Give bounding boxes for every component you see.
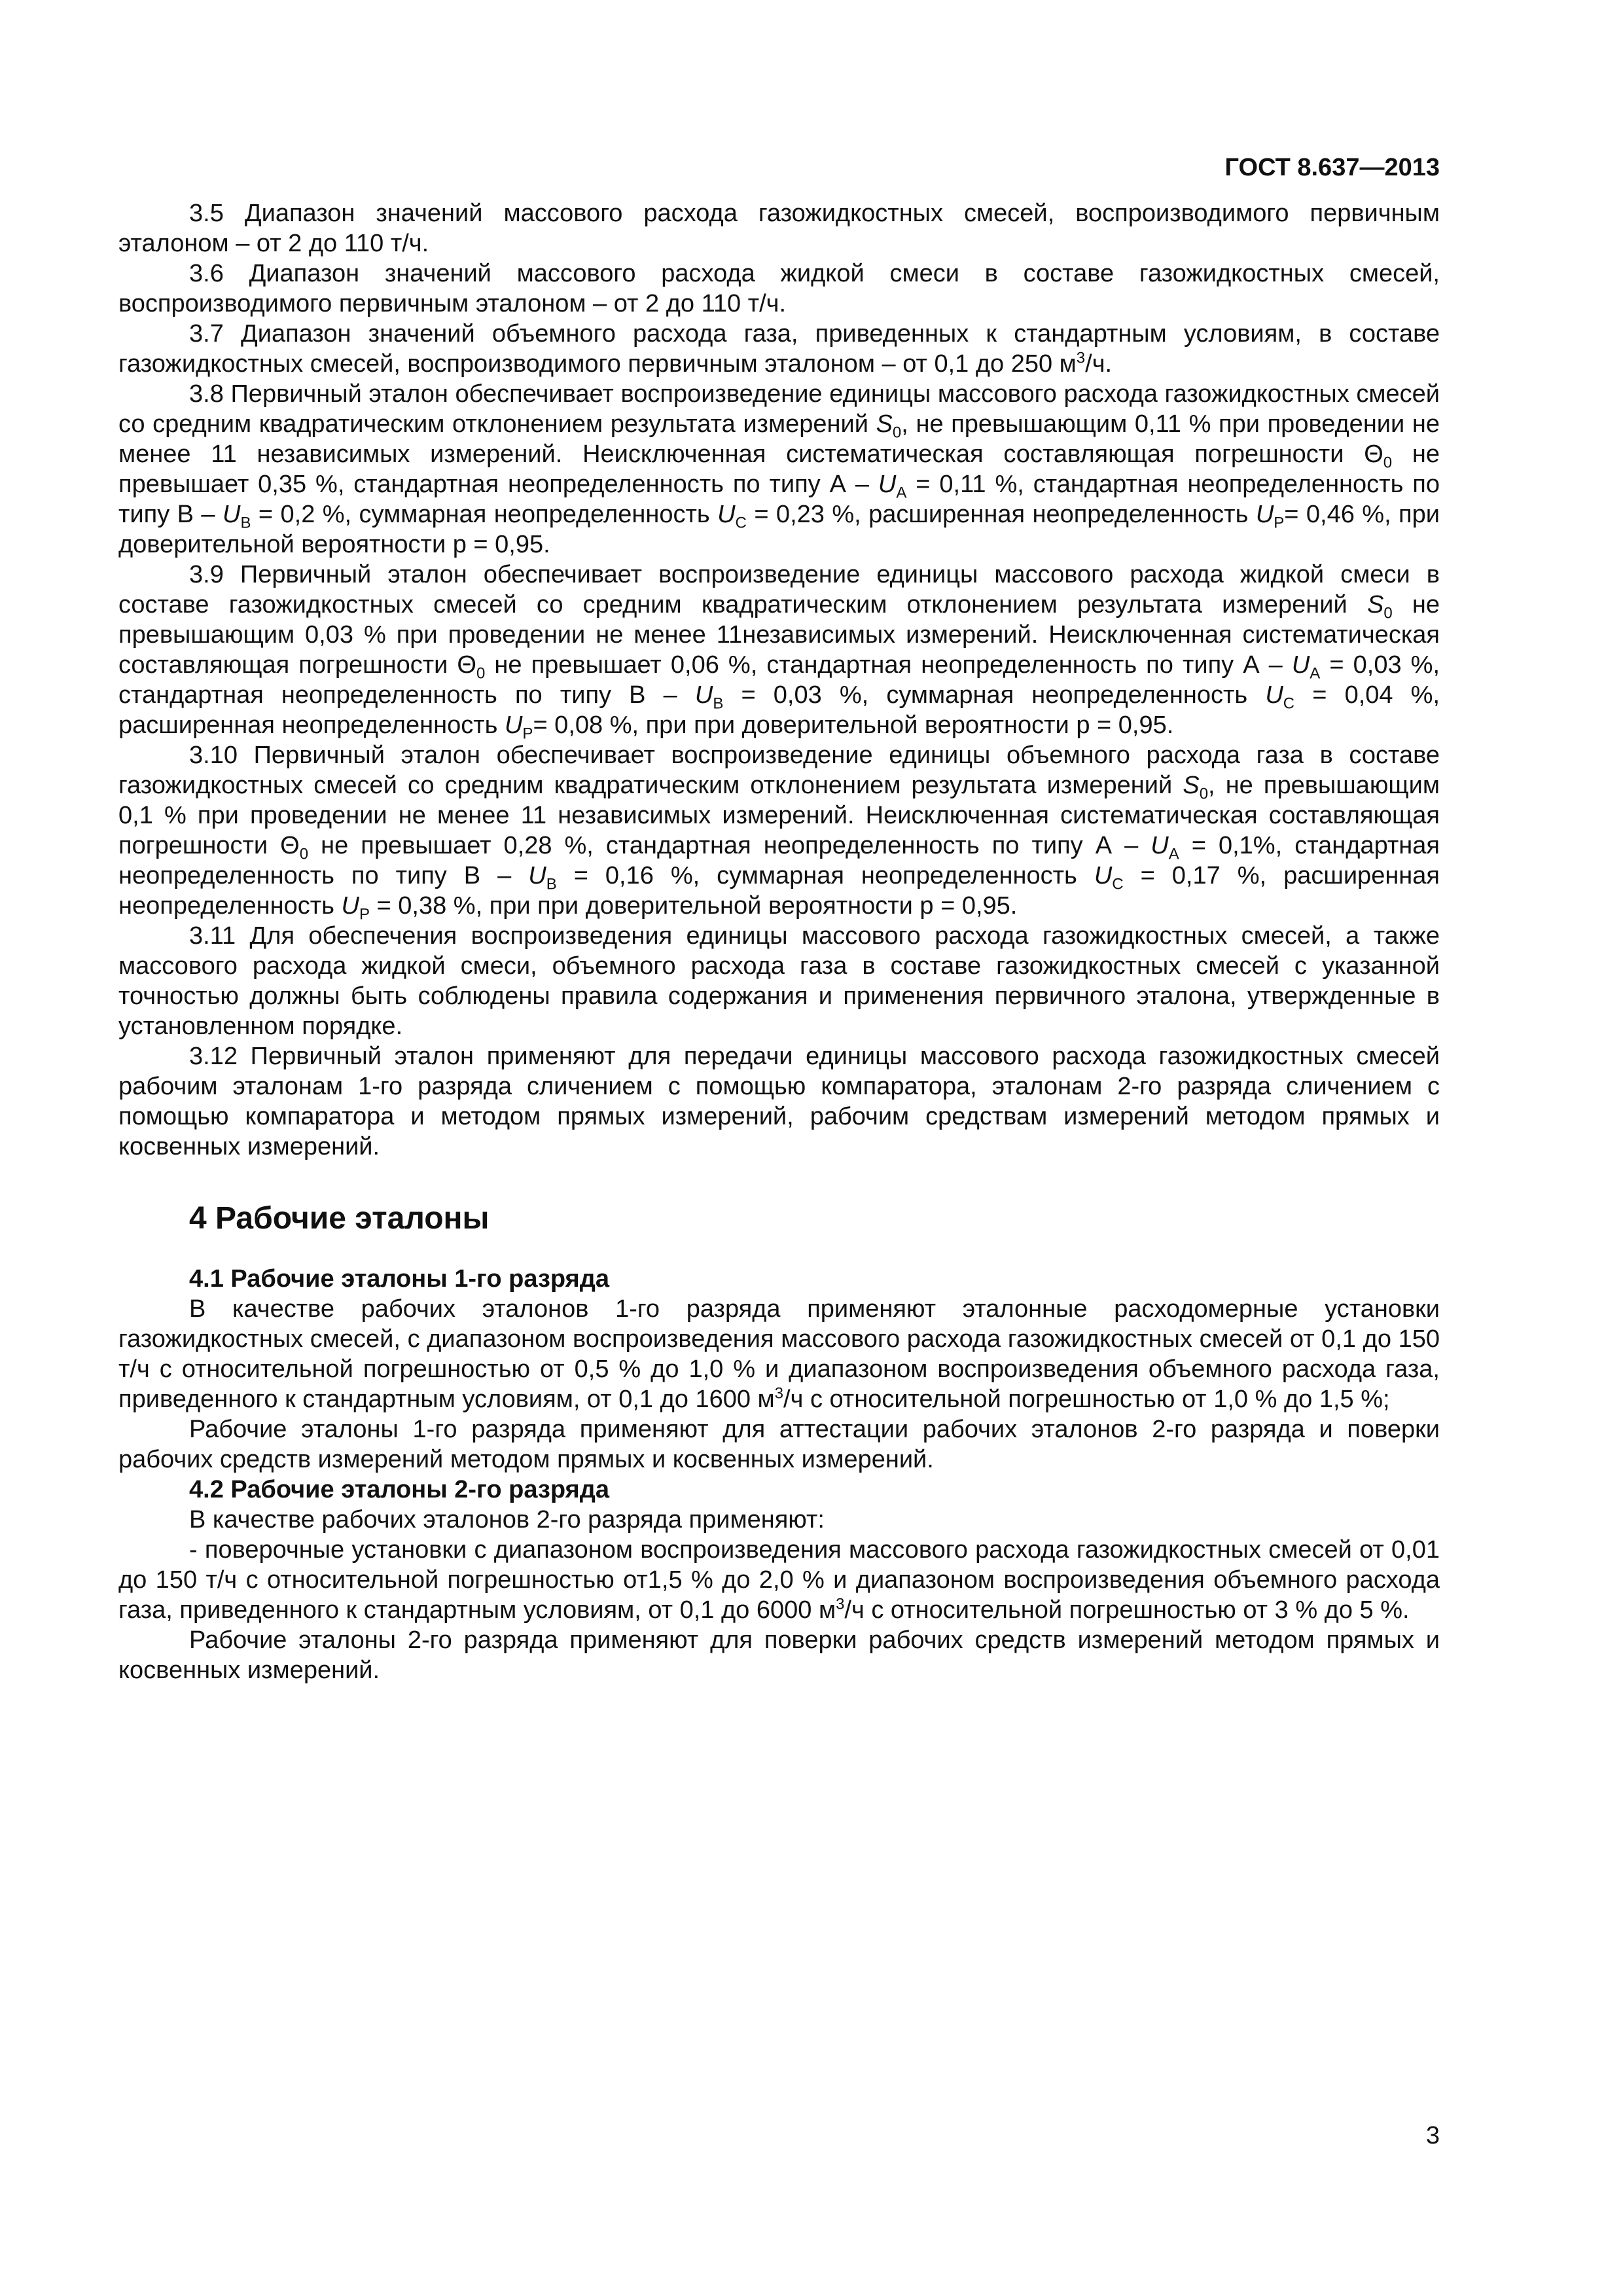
- clause-3-5: [118, 198, 1440, 259]
- subscript: P: [1274, 514, 1285, 532]
- paragraph: [118, 379, 1440, 560]
- subscript: C: [1112, 875, 1124, 893]
- text: /ч с относительной погрешностью от 1,0 % до 1,5 %;: [783, 1386, 1390, 1413]
- text: , не превышающим 0,1 % при проведении не менее 11 независимых измерений. Неисключенная систематическая составляющая погрешности: [118, 772, 1440, 859]
- subscript: 0: [1383, 454, 1393, 472]
- page-content: [118, 198, 1440, 1685]
- paragraph: [118, 560, 1440, 743]
- text: не превышающим 0,03 % при проведении не менее 11независимых измерений. Неисключенная систематическая составляющая погрешности: [118, 591, 1440, 679]
- text: /ч с относительной погрешностью от 3 % до 5 %.: [844, 1596, 1410, 1624]
- text: = 0,16 %, суммарная неопределенность: [556, 862, 1094, 889]
- text: не превышает 0,28 %, стандартная неопределенность по типу А –: [308, 832, 1151, 859]
- text: = 0,38 %, при при доверительной вероятности р = 0,95.: [369, 892, 1018, 920]
- text: = 0,03 %, суммарная неопределенность: [723, 681, 1266, 709]
- symbol-u: U: [1255, 501, 1274, 528]
- subscript: P: [522, 725, 533, 743]
- symbol-u: U: [1094, 862, 1113, 889]
- clause-3-12: [118, 1041, 1440, 1162]
- clause-3-7: [118, 319, 1440, 379]
- text: 3.7 Диапазон значений объемного расхода газа, приведенных к стандартным условиям, в составе газожидкостных смесей, воспроизводимого первичным эталоном – от 0,1 до 250 м: [118, 320, 1440, 378]
- text: = 0,23 %, расширенная неопределенность: [746, 501, 1256, 528]
- subscript: A: [1168, 845, 1179, 863]
- symbol-u: U: [504, 711, 523, 739]
- superscript: 3: [836, 1595, 845, 1613]
- clause-3-11: [118, 921, 1440, 1041]
- superscript: 3: [1076, 349, 1086, 367]
- paragraph: [118, 740, 1440, 924]
- text: = 0,1%, стандартная неопределенность по типу В –: [118, 832, 1440, 889]
- symbol-u: U: [528, 862, 546, 889]
- subscript: 0: [1199, 785, 1209, 803]
- paragraph: [118, 1535, 1440, 1625]
- symbol-theta: Θ: [280, 832, 300, 859]
- superscript: 3: [774, 1384, 784, 1403]
- symbol-u: U: [694, 681, 713, 709]
- symbol-u: U: [1150, 832, 1169, 859]
- page-number: 3: [1425, 2122, 1440, 2149]
- subscript: B: [546, 875, 557, 893]
- clause-3-10: [118, 740, 1440, 924]
- text: = 0,46 %, при доверительной вероятности р = 0,95.: [118, 501, 1440, 558]
- text: = 0,04 %, расширенная неопределенность: [118, 681, 1440, 739]
- clause-3-9: [118, 560, 1440, 743]
- clause-3-6: [118, 259, 1440, 319]
- paragraph: Рабочие эталоны 1-го разряда применяют для аттестации рабочих эталонов 2-го разряда и поверки рабочих средств измерений методом прямых и косвенных измерений.: [118, 1416, 1440, 1473]
- paragraph: 3.11 Для обеспечения воспроизведения единицы массового расхода газожидкостных смесей, а также массового расхода жидкой смеси, объемного расхода газа в составе газожидкостных смесей с указанной точностью должны быть соблюдены правила содержания и применения первичного эталона, утвержденные в установленном порядке.: [118, 922, 1440, 1040]
- paragraph: В качестве рабочих эталонов 2-го разряда применяют:: [189, 1506, 825, 1534]
- text: = 0,11 %, стандартная неопределенность по типу В –: [118, 471, 1440, 528]
- text: , не превышающим 0,11 % при проведении не менее 11 независимых измерений. Неисключенная систематическая составляющая погрешности: [118, 410, 1440, 468]
- clause-4-2: [118, 1505, 1440, 1685]
- symbol-u: U: [1265, 681, 1283, 709]
- subsection-title: 4.2 Рабочие эталоны 2-го разряда: [189, 1476, 609, 1503]
- symbol-s: S: [876, 410, 893, 438]
- symbol-u: U: [222, 501, 241, 528]
- symbol-s: S: [1183, 772, 1200, 799]
- symbol-u: U: [341, 892, 359, 920]
- symbol-u: U: [717, 501, 736, 528]
- paragraph: [118, 319, 1440, 379]
- symbol-theta: Θ: [457, 651, 476, 679]
- subscript: A: [896, 484, 907, 502]
- text: 3.10 Первичный эталон обеспечивает воспроизведение единицы объемного расхода газа в составе газожидкостных смесей со средним квадратическим отклонением результата измерений: [118, 742, 1440, 799]
- text: /ч.: [1085, 350, 1113, 378]
- text: В качестве рабочих эталонов 1-го разряда применяют эталонные расходомерные установки газожидкостных смесей, с диапазоном воспроизведения массового расхода газожидкостных смесей от 0,1 до 150 т/ч с относительной погрешностью от 0,5 % до 1,0 % и диапазоном воспроизведения объемного расхода газа, приведенного к стандартным условиям, от 0,1 до 1600 м: [118, 1295, 1440, 1413]
- text: 3.8 Первичный эталон обеспечивает воспроизведение единицы массового расхода газожидкостных смесей со средним квадратическим отклонением результата измерений: [118, 380, 1440, 438]
- subscript: 0: [299, 845, 309, 863]
- paragraph: [118, 1294, 1440, 1414]
- text: не превышает 0,35 %, стандартная неопределенность по типу А –: [118, 440, 1440, 498]
- subscript: B: [713, 694, 724, 713]
- subscript: P: [359, 905, 370, 924]
- subscript: 0: [892, 423, 902, 442]
- text: = 0,08 %, при при доверительной вероятности р = 0,95.: [533, 711, 1174, 739]
- subscript: C: [735, 514, 747, 532]
- symbol-s: S: [1366, 591, 1384, 619]
- subscript: B: [240, 514, 251, 532]
- clause-4-1: [118, 1294, 1440, 1475]
- clause-3-8: [118, 379, 1440, 560]
- text: - поверочные установки с диапазоном воспроизведения массового расхода газожидкостных смесей от 0,01 до 150 т/ч с относительной погрешностью от1,5 % до 2,0 % и диапазоном воспроизведения объемного расхода газа, приведенного к стандартным условиям, от 0,1 до 6000 м: [118, 1536, 1440, 1624]
- paragraph: 3.12 Первичный эталон применяют для передачи единицы массового расхода газожидкостных смесей рабочим эталонам 1-го разряда сличением с помощью компаратора, эталонам 2-го разряда сличением с помощью компаратора и методом прямых измерений, рабочим средствам измерений методом прямых и косвенных измерений.: [118, 1043, 1440, 1160]
- subscript: A: [1310, 664, 1321, 683]
- text: не превышает 0,06 %, стандартная неопределенность по типу А –: [485, 651, 1292, 679]
- paragraph: 3.5 Диапазон значений массового расхода газожидкостных смесей, воспроизводимого первичным эталоном – от 2 до 110 т/ч.: [118, 200, 1440, 257]
- document-code: ГОСТ 8.637—2013: [1224, 154, 1440, 181]
- text: = 0,2 %, суммарная неопределенность: [251, 501, 718, 528]
- paragraph: 3.6 Диапазон значений массового расхода жидкой смеси в составе газожидкостных смесей, воспроизводимого первичным эталоном – от 2 до 110 т/ч.: [118, 260, 1440, 317]
- text: 3.9 Первичный эталон обеспечивает воспроизведение единицы массового расхода жидкой смеси в составе газожидкостных смесей со средним квадратическим отклонением результата измерений: [118, 561, 1440, 619]
- symbol-u: U: [1291, 651, 1310, 679]
- section-title: 4 Рабочие эталоны: [189, 1201, 490, 1236]
- symbol-u: U: [878, 471, 897, 498]
- symbol-theta: Θ: [1364, 440, 1383, 468]
- subsection-title: 4.1 Рабочие эталоны 1-го разряда: [189, 1265, 609, 1293]
- paragraph: Рабочие эталоны 2-го разряда применяют для поверки рабочих средств измерений методом прямых и косвенных измерений.: [118, 1626, 1440, 1684]
- subscript: 0: [1383, 604, 1393, 622]
- text: = 0,03 %, стандартная неопределенность по типу В –: [118, 651, 1440, 709]
- subscript: 0: [476, 664, 486, 683]
- text: = 0,17 %, расширенная неопределенность: [118, 862, 1440, 920]
- subscript: C: [1283, 694, 1295, 713]
